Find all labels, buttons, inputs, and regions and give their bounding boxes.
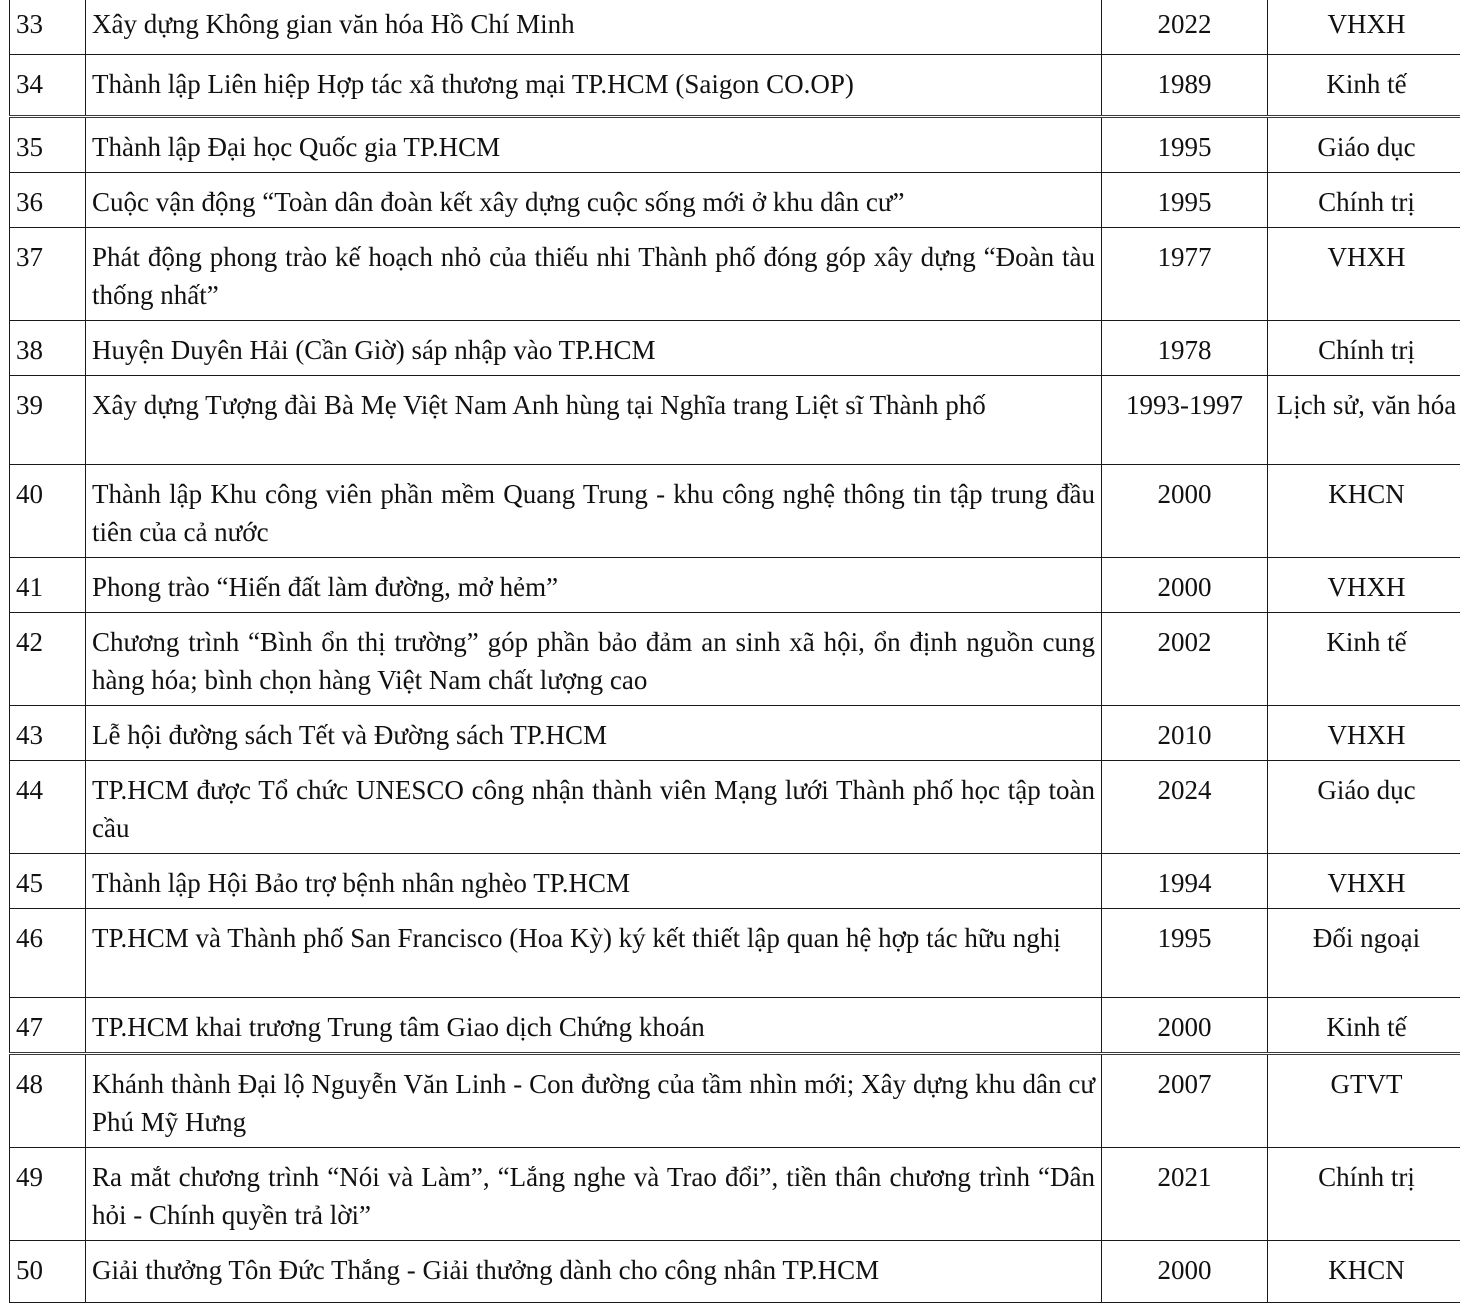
event-year: 2022 (1102, 0, 1268, 55)
event-field: GTVT (1268, 1054, 1460, 1148)
event-description: Giải thưởng Tôn Đức Thắng - Giải thưởng dành cho công nhân TP.HCM (86, 1241, 1102, 1303)
table-row (10, 558, 1460, 613)
table-row (10, 854, 1460, 909)
event-field: Kinh tế (1268, 55, 1460, 117)
table-row (10, 1241, 1460, 1303)
event-description: Ra mắt chương trình “Nói và Làm”, “Lắng nghe và Trao đổi”, tiền thân chương trình “Dân hỏi - Chính quyền trả lời” (86, 1148, 1102, 1241)
row-number: 35 (10, 117, 86, 173)
event-description: Lễ hội đường sách Tết và Đường sách TP.HCM (86, 706, 1102, 761)
events-table-body (10, 0, 1460, 1303)
event-year: 2024 (1102, 761, 1268, 854)
event-year: 1977 (1102, 228, 1268, 321)
event-year: 2010 (1102, 706, 1268, 761)
event-field: VHXH (1268, 228, 1460, 321)
row-number: 42 (10, 613, 86, 706)
event-year: 2002 (1102, 613, 1268, 706)
table-row (10, 55, 1460, 117)
event-year: 1978 (1102, 321, 1268, 376)
event-year: 2000 (1102, 998, 1268, 1054)
event-field: Chính trị (1268, 1148, 1460, 1241)
event-year: 1995 (1102, 117, 1268, 173)
event-description: Huyện Duyên Hải (Cần Giờ) sáp nhập vào TP.HCM (86, 321, 1102, 376)
event-field: Kinh tế (1268, 613, 1460, 706)
event-year: 1995 (1102, 173, 1268, 228)
event-description: TP.HCM được Tổ chức UNESCO công nhận thành viên Mạng lưới Thành phố học tập toàn cầu (86, 761, 1102, 854)
table-row (10, 0, 1460, 55)
row-number: 49 (10, 1148, 86, 1241)
row-number: 43 (10, 706, 86, 761)
table-row (10, 117, 1460, 173)
event-year: 1989 (1102, 55, 1268, 117)
row-number: 44 (10, 761, 86, 854)
event-year: 2000 (1102, 1241, 1268, 1303)
event-field: Đối ngoại (1268, 909, 1460, 998)
table-row (10, 761, 1460, 854)
event-field: VHXH (1268, 0, 1460, 55)
event-field: KHCN (1268, 1241, 1460, 1303)
event-field: KHCN (1268, 465, 1460, 558)
event-field: Giáo dục (1268, 117, 1460, 173)
row-number: 36 (10, 173, 86, 228)
event-description: Khánh thành Đại lộ Nguyễn Văn Linh - Con đường của tầm nhìn mới; Xây dựng khu dân cư Phú Mỹ Hưng (86, 1054, 1102, 1148)
event-description: Thành lập Đại học Quốc gia TP.HCM (86, 117, 1102, 173)
table-row (10, 1054, 1460, 1148)
events-table (9, 0, 1460, 1303)
event-year: 2000 (1102, 465, 1268, 558)
event-year: 1995 (1102, 909, 1268, 998)
event-description: Thành lập Hội Bảo trợ bệnh nhân nghèo TP.HCM (86, 854, 1102, 909)
event-field: Kinh tế (1268, 998, 1460, 1054)
event-description: TP.HCM khai trương Trung tâm Giao dịch Chứng khoán (86, 998, 1102, 1054)
event-field: Chính trị (1268, 173, 1460, 228)
table-row (10, 465, 1460, 558)
row-number: 33 (10, 0, 86, 55)
row-number: 45 (10, 854, 86, 909)
table-row (10, 173, 1460, 228)
row-number: 47 (10, 998, 86, 1054)
event-year: 2021 (1102, 1148, 1268, 1241)
event-year: 2007 (1102, 1054, 1268, 1148)
row-number: 48 (10, 1054, 86, 1148)
event-field: VHXH (1268, 706, 1460, 761)
event-field: Lịch sử, văn hóa (1268, 376, 1460, 465)
table-row (10, 228, 1460, 321)
table-row (10, 998, 1460, 1054)
row-number: 37 (10, 228, 86, 321)
event-description: Thành lập Khu công viên phần mềm Quang Trung - khu công nghệ thông tin tập trung đầu tiên của cả nước (86, 465, 1102, 558)
row-number: 50 (10, 1241, 86, 1303)
event-description: Thành lập Liên hiệp Hợp tác xã thương mại TP.HCM (Saigon CO.OP) (86, 55, 1102, 117)
row-number: 39 (10, 376, 86, 465)
table-row (10, 909, 1460, 998)
event-field: Chính trị (1268, 321, 1460, 376)
event-description: Phong trào “Hiến đất làm đường, mở hẻm” (86, 558, 1102, 613)
row-number: 38 (10, 321, 86, 376)
event-description: Chương trình “Bình ổn thị trường” góp phần bảo đảm an sinh xã hội, ổn định nguồn cung hàng hóa; bình chọn hàng Việt Nam chất lượng cao (86, 613, 1102, 706)
row-number: 46 (10, 909, 86, 998)
table-row (10, 706, 1460, 761)
event-description: Xây dựng Không gian văn hóa Hồ Chí Minh (86, 0, 1102, 55)
table-row (10, 376, 1460, 465)
row-number: 34 (10, 55, 86, 117)
row-number: 40 (10, 465, 86, 558)
event-description: Phát động phong trào kế hoạch nhỏ của thiếu nhi Thành phố đóng góp xây dựng “Đoàn tàu thống nhất” (86, 228, 1102, 321)
event-description: TP.HCM và Thành phố San Francisco (Hoa Kỳ) ký kết thiết lập quan hệ hợp tác hữu nghị (86, 909, 1102, 998)
table-row (10, 613, 1460, 706)
event-field: VHXH (1268, 854, 1460, 909)
table-row (10, 1148, 1460, 1241)
row-number: 41 (10, 558, 86, 613)
event-description: Cuộc vận động “Toàn dân đoàn kết xây dựng cuộc sống mới ở khu dân cư” (86, 173, 1102, 228)
event-description: Xây dựng Tượng đài Bà Mẹ Việt Nam Anh hùng tại Nghĩa trang Liệt sĩ Thành phố (86, 376, 1102, 465)
event-field: VHXH (1268, 558, 1460, 613)
event-year: 1993-1997 (1102, 376, 1268, 465)
table-row (10, 321, 1460, 376)
event-field: Giáo dục (1268, 761, 1460, 854)
event-year: 1994 (1102, 854, 1268, 909)
event-year: 2000 (1102, 558, 1268, 613)
